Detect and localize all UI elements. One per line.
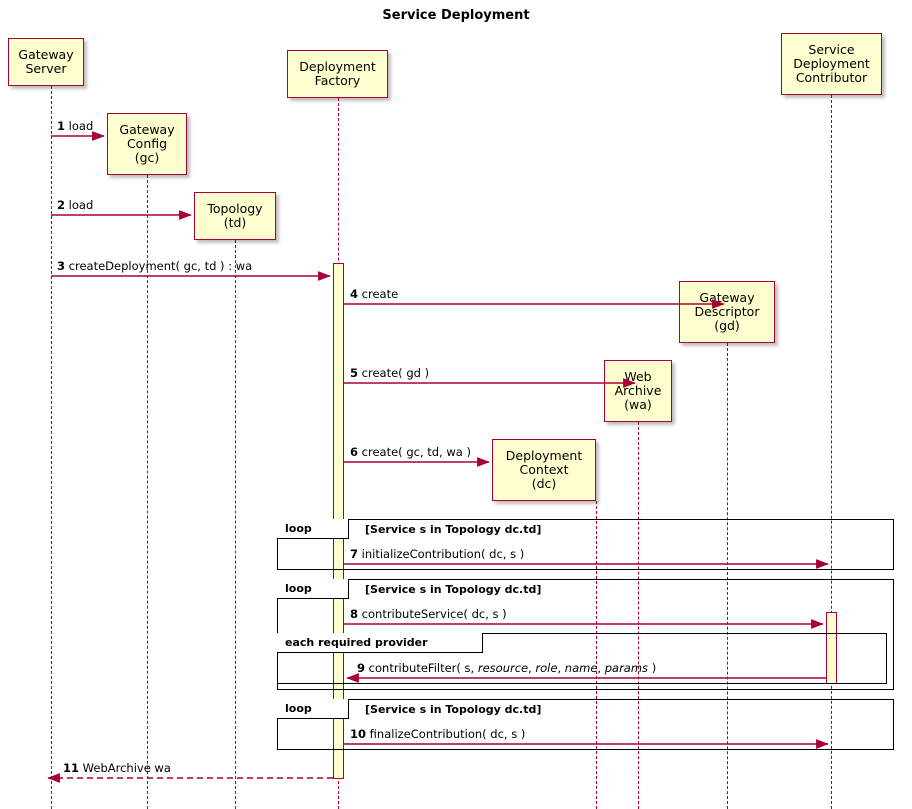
- message-10-text: finalizeContribution( dc, s ): [369, 727, 526, 741]
- message-7-number: 7: [350, 547, 359, 561]
- fragment-each-required-provider-tab: [277, 633, 483, 653]
- participant-gateway-server-label: Gateway Server: [18, 47, 74, 76]
- message-1-number: 1: [57, 119, 66, 133]
- participant-web-archive-label: Web Archive (wa): [614, 369, 662, 412]
- participant-deployment-context-label: Deployment Context (dc): [505, 448, 583, 491]
- fragment-loop-2-tab: [277, 579, 349, 599]
- lifeline-gateway-server: [51, 86, 52, 809]
- fragment-each-required-provider-label: each required provider: [285, 636, 428, 649]
- fragment-loop-1-label: loop: [285, 522, 312, 535]
- fragment-loop-1-condition: [Service s in Topology dc.td]: [365, 523, 542, 536]
- fragment-loop-3-label: loop: [285, 702, 312, 715]
- message-8-number: 8: [350, 607, 359, 621]
- participant-deployment-context[interactable]: [492, 439, 596, 501]
- message-11-number: 11: [63, 761, 80, 775]
- message-3-text: createDeployment( gc, td ) : wa: [68, 259, 253, 273]
- participant-gateway-server[interactable]: [8, 38, 84, 86]
- fragment-loop-2-label: loop: [285, 582, 312, 595]
- participant-service-deployment-contributor-label: Service Deployment Contributor: [793, 42, 870, 85]
- fragment-loop-3-condition: [Service s in Topology dc.td]: [365, 703, 542, 716]
- message-9-label: [357, 661, 656, 675]
- message-6-number: 6: [350, 445, 359, 459]
- participant-gateway-config-label: Gateway Config (gc): [119, 122, 175, 165]
- message-1-text: load: [68, 119, 94, 133]
- participant-web-archive[interactable]: [604, 360, 672, 422]
- message-8-text: contributeService( dc, s ): [361, 607, 507, 621]
- message-7-text: initializeContribution( dc, s ): [361, 547, 525, 561]
- fragment-loop-2-condition: [Service s in Topology dc.td]: [365, 583, 542, 596]
- message-2-label: [57, 198, 93, 212]
- message-2-text: load: [68, 198, 94, 212]
- participant-service-deployment-contributor[interactable]: [781, 33, 882, 95]
- participant-topology[interactable]: [194, 192, 276, 240]
- message-5-text: create( gd ): [361, 366, 430, 380]
- message-3-label: [57, 259, 252, 273]
- message-5-label: [350, 366, 429, 380]
- diagram-title: Service Deployment: [382, 8, 530, 23]
- message-2-number: 2: [57, 198, 66, 212]
- message-11-label: [63, 761, 171, 775]
- fragment-loop-3-tab: [277, 699, 349, 719]
- message-10-number: 10: [350, 727, 367, 741]
- fragment-loop-1-tab: [277, 519, 349, 539]
- message-7-label: [350, 547, 524, 561]
- message-9-text: contributeFilter( s, resource, role, name, params ): [368, 661, 657, 675]
- participant-gateway-descriptor[interactable]: [679, 281, 775, 343]
- lifeline-topology: [235, 240, 236, 809]
- message-11-text: WebArchive wa: [82, 761, 171, 775]
- message-9-number: 9: [357, 661, 366, 675]
- message-4-text: create: [361, 287, 399, 301]
- message-8-label: [350, 607, 507, 621]
- message-3-number: 3: [57, 259, 66, 273]
- participant-deployment-factory-label: Deployment Factory: [299, 59, 376, 88]
- participant-deployment-factory[interactable]: [287, 50, 388, 98]
- message-6-text: create( gc, td, wa ): [361, 445, 471, 459]
- participant-gateway-config[interactable]: [107, 113, 187, 175]
- message-4-label: [350, 287, 398, 301]
- message-5-number: 5: [350, 366, 359, 380]
- message-10-label: [350, 727, 525, 741]
- participant-topology-label: Topology (td): [207, 201, 263, 230]
- message-1-label: [57, 119, 93, 133]
- message-6-label: [350, 445, 471, 459]
- message-4-number: 4: [350, 287, 359, 301]
- participant-gateway-descriptor-label: Gateway Descriptor (gd): [694, 290, 760, 333]
